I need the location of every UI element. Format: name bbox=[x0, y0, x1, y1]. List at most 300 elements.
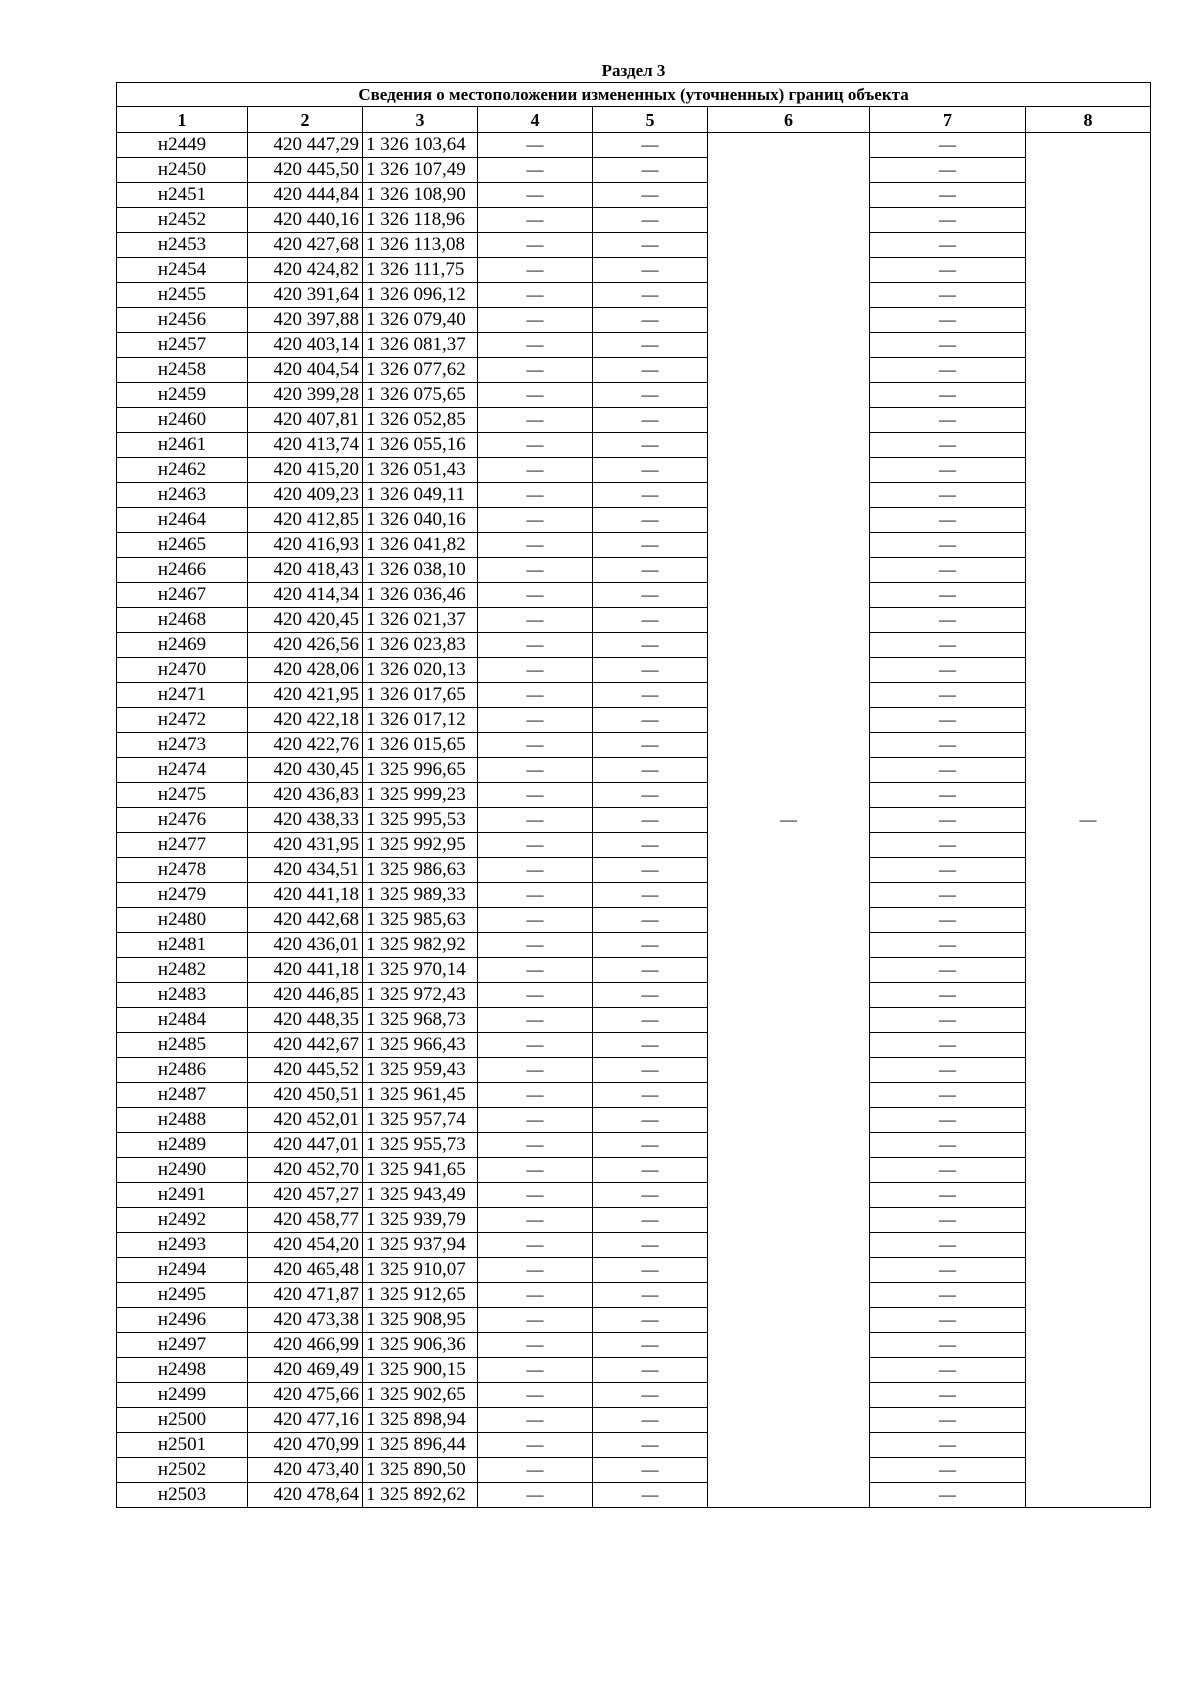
col7-dash-cell: — bbox=[870, 1158, 1026, 1183]
y-coordinate-cell: 1 326 040,16 bbox=[363, 508, 478, 533]
x-coordinate-cell: 420 420,45 bbox=[248, 608, 363, 633]
col5-dash-cell: — bbox=[593, 483, 708, 508]
col5-dash-cell: — bbox=[593, 1133, 708, 1158]
column-header: 5 bbox=[593, 107, 708, 133]
table-row bbox=[117, 808, 1151, 833]
y-coordinate-cell: 1 326 108,90 bbox=[363, 183, 478, 208]
point-name-cell: н2490 bbox=[117, 1158, 248, 1183]
column-header: 6 bbox=[708, 107, 870, 133]
table-row bbox=[117, 683, 1151, 708]
x-coordinate-cell: 420 448,35 bbox=[248, 1008, 363, 1033]
col7-dash-cell: — bbox=[870, 983, 1026, 1008]
point-name-cell: н2487 bbox=[117, 1083, 248, 1108]
x-coordinate-cell: 420 412,85 bbox=[248, 508, 363, 533]
col4-dash-cell: — bbox=[478, 1258, 593, 1283]
col4-dash-cell: — bbox=[478, 1333, 593, 1358]
point-name-cell: н2468 bbox=[117, 608, 248, 633]
col5-dash-cell: — bbox=[593, 133, 708, 158]
col4-dash-cell: — bbox=[478, 1408, 593, 1433]
table-row bbox=[117, 733, 1151, 758]
table-row bbox=[117, 708, 1151, 733]
table-row bbox=[117, 658, 1151, 683]
table-row bbox=[117, 333, 1151, 358]
col7-dash-cell: — bbox=[870, 233, 1026, 258]
col5-dash-cell: — bbox=[593, 408, 708, 433]
col5-dash-cell: — bbox=[593, 733, 708, 758]
col5-dash-cell: — bbox=[593, 1483, 708, 1508]
x-coordinate-cell: 420 403,14 bbox=[248, 333, 363, 358]
col4-dash-cell: — bbox=[478, 1383, 593, 1408]
y-coordinate-cell: 1 326 081,37 bbox=[363, 333, 478, 358]
point-name-cell: н2482 bbox=[117, 958, 248, 983]
col4-dash-cell: — bbox=[478, 533, 593, 558]
x-coordinate-cell: 420 430,45 bbox=[248, 758, 363, 783]
col5-dash-cell: — bbox=[593, 508, 708, 533]
col7-dash-cell: — bbox=[870, 1383, 1026, 1408]
x-coordinate-cell: 420 397,88 bbox=[248, 308, 363, 333]
table-row bbox=[117, 1258, 1151, 1283]
point-name-cell: н2479 bbox=[117, 883, 248, 908]
table-row bbox=[117, 633, 1151, 658]
point-name-cell: н2494 bbox=[117, 1258, 248, 1283]
col5-dash-cell: — bbox=[593, 658, 708, 683]
col7-dash-cell: — bbox=[870, 1183, 1026, 1208]
point-name-cell: н2499 bbox=[117, 1383, 248, 1408]
x-coordinate-cell: 420 452,01 bbox=[248, 1108, 363, 1133]
y-coordinate-cell: 1 326 077,62 bbox=[363, 358, 478, 383]
col4-dash-cell: — bbox=[478, 508, 593, 533]
x-coordinate-cell: 420 470,99 bbox=[248, 1433, 363, 1458]
col7-dash-cell: — bbox=[870, 333, 1026, 358]
y-coordinate-cell: 1 326 015,65 bbox=[363, 733, 478, 758]
col7-dash-cell: — bbox=[870, 183, 1026, 208]
x-coordinate-cell: 420 426,56 bbox=[248, 633, 363, 658]
col5-dash-cell: — bbox=[593, 458, 708, 483]
y-coordinate-cell: 1 325 896,44 bbox=[363, 1433, 478, 1458]
point-name-cell: н2481 bbox=[117, 933, 248, 958]
col7-dash-cell: — bbox=[870, 733, 1026, 758]
col4-dash-cell: — bbox=[478, 1133, 593, 1158]
x-coordinate-cell: 420 434,51 bbox=[248, 858, 363, 883]
x-coordinate-cell: 420 414,34 bbox=[248, 583, 363, 608]
col7-dash-cell: — bbox=[870, 308, 1026, 333]
point-name-cell: н2455 bbox=[117, 283, 248, 308]
point-name-cell: н2492 bbox=[117, 1208, 248, 1233]
x-coordinate-cell: 420 421,95 bbox=[248, 683, 363, 708]
y-coordinate-cell: 1 326 041,82 bbox=[363, 533, 478, 558]
col5-dash-cell: — bbox=[593, 783, 708, 808]
col5-dash-cell: — bbox=[593, 433, 708, 458]
table-row bbox=[117, 1008, 1151, 1033]
col6-merged-cell: — bbox=[708, 133, 870, 1508]
table-row bbox=[117, 1183, 1151, 1208]
y-coordinate-cell: 1 325 972,43 bbox=[363, 983, 478, 1008]
point-name-cell: н2477 bbox=[117, 833, 248, 858]
table-row bbox=[117, 533, 1151, 558]
col5-dash-cell: — bbox=[593, 708, 708, 733]
x-coordinate-cell: 420 436,83 bbox=[248, 783, 363, 808]
table-row bbox=[117, 1058, 1151, 1083]
x-coordinate-cell: 420 431,95 bbox=[248, 833, 363, 858]
x-coordinate-cell: 420 444,84 bbox=[248, 183, 363, 208]
y-coordinate-cell: 1 325 937,94 bbox=[363, 1233, 478, 1258]
point-name-cell: н2463 bbox=[117, 483, 248, 508]
col5-dash-cell: — bbox=[593, 583, 708, 608]
col5-dash-cell: — bbox=[593, 1008, 708, 1033]
y-coordinate-cell: 1 325 912,65 bbox=[363, 1283, 478, 1308]
col4-dash-cell: — bbox=[478, 1308, 593, 1333]
col7-dash-cell: — bbox=[870, 408, 1026, 433]
col4-dash-cell: — bbox=[478, 683, 593, 708]
col4-dash-cell: — bbox=[478, 1108, 593, 1133]
col7-dash-cell: — bbox=[870, 583, 1026, 608]
col4-dash-cell: — bbox=[478, 808, 593, 833]
col4-dash-cell: — bbox=[478, 958, 593, 983]
x-coordinate-cell: 420 450,51 bbox=[248, 1083, 363, 1108]
col4-dash-cell: — bbox=[478, 783, 593, 808]
table-row bbox=[117, 883, 1151, 908]
col7-dash-cell: — bbox=[870, 658, 1026, 683]
col4-dash-cell: — bbox=[478, 433, 593, 458]
x-coordinate-cell: 420 447,01 bbox=[248, 1133, 363, 1158]
x-coordinate-cell: 420 475,66 bbox=[248, 1383, 363, 1408]
y-coordinate-cell: 1 325 985,63 bbox=[363, 908, 478, 933]
column-header: 2 bbox=[248, 107, 363, 133]
x-coordinate-cell: 420 442,68 bbox=[248, 908, 363, 933]
col7-dash-cell: — bbox=[870, 1208, 1026, 1233]
table-row bbox=[117, 933, 1151, 958]
y-coordinate-cell: 1 326 017,65 bbox=[363, 683, 478, 708]
table-row bbox=[117, 408, 1151, 433]
y-coordinate-cell: 1 325 910,07 bbox=[363, 1258, 478, 1283]
point-name-cell: н2452 bbox=[117, 208, 248, 233]
point-name-cell: н2469 bbox=[117, 633, 248, 658]
col7-dash-cell: — bbox=[870, 883, 1026, 908]
y-coordinate-cell: 1 325 908,95 bbox=[363, 1308, 478, 1333]
col4-dash-cell: — bbox=[478, 583, 593, 608]
col5-dash-cell: — bbox=[593, 233, 708, 258]
section-title: Раздел 3 bbox=[601, 61, 666, 80]
y-coordinate-cell: 1 325 957,74 bbox=[363, 1108, 478, 1133]
col5-dash-cell: — bbox=[593, 1058, 708, 1083]
point-name-cell: н2473 bbox=[117, 733, 248, 758]
col4-dash-cell: — bbox=[478, 183, 593, 208]
col5-dash-cell: — bbox=[593, 1333, 708, 1358]
x-coordinate-cell: 420 473,38 bbox=[248, 1308, 363, 1333]
y-coordinate-cell: 1 326 111,75 bbox=[363, 258, 478, 283]
y-coordinate-cell: 1 325 966,43 bbox=[363, 1033, 478, 1058]
point-name-cell: н2501 bbox=[117, 1433, 248, 1458]
col4-dash-cell: — bbox=[478, 1283, 593, 1308]
table-row bbox=[117, 383, 1151, 408]
point-name-cell: н2462 bbox=[117, 458, 248, 483]
table-row bbox=[117, 1333, 1151, 1358]
point-name-cell: н2476 bbox=[117, 808, 248, 833]
y-coordinate-cell: 1 325 902,65 bbox=[363, 1383, 478, 1408]
col7-dash-cell: — bbox=[870, 783, 1026, 808]
point-name-cell: н2464 bbox=[117, 508, 248, 533]
col5-dash-cell: — bbox=[593, 983, 708, 1008]
x-coordinate-cell: 420 438,33 bbox=[248, 808, 363, 833]
col7-dash-cell: — bbox=[870, 258, 1026, 283]
point-name-cell: н2502 bbox=[117, 1458, 248, 1483]
y-coordinate-cell: 1 325 999,23 bbox=[363, 783, 478, 808]
col7-dash-cell: — bbox=[870, 933, 1026, 958]
table-row bbox=[117, 183, 1151, 208]
column-header: 1 bbox=[117, 107, 248, 133]
col7-dash-cell: — bbox=[870, 908, 1026, 933]
col5-dash-cell: — bbox=[593, 1258, 708, 1283]
point-name-cell: н2458 bbox=[117, 358, 248, 383]
x-coordinate-cell: 420 427,68 bbox=[248, 233, 363, 258]
y-coordinate-cell: 1 326 051,43 bbox=[363, 458, 478, 483]
col4-dash-cell: — bbox=[478, 708, 593, 733]
x-coordinate-cell: 420 441,18 bbox=[248, 883, 363, 908]
y-coordinate-cell: 1 326 055,16 bbox=[363, 433, 478, 458]
table-row bbox=[117, 283, 1151, 308]
y-coordinate-cell: 1 326 079,40 bbox=[363, 308, 478, 333]
col7-dash-cell: — bbox=[870, 1283, 1026, 1308]
col5-dash-cell: — bbox=[593, 1358, 708, 1383]
x-coordinate-cell: 420 413,74 bbox=[248, 433, 363, 458]
x-coordinate-cell: 420 446,85 bbox=[248, 983, 363, 1008]
point-name-cell: н2491 bbox=[117, 1183, 248, 1208]
col7-dash-cell: — bbox=[870, 1108, 1026, 1133]
y-coordinate-cell: 1 325 982,92 bbox=[363, 933, 478, 958]
col5-dash-cell: — bbox=[593, 383, 708, 408]
y-coordinate-cell: 1 325 943,49 bbox=[363, 1183, 478, 1208]
x-coordinate-cell: 420 436,01 bbox=[248, 933, 363, 958]
col5-dash-cell: — bbox=[593, 1158, 708, 1183]
col7-dash-cell: — bbox=[870, 1008, 1026, 1033]
table-row bbox=[117, 1458, 1151, 1483]
col8-merged-cell: — bbox=[1026, 133, 1151, 1508]
x-coordinate-cell: 420 415,20 bbox=[248, 458, 363, 483]
table-row bbox=[117, 433, 1151, 458]
col7-dash-cell: — bbox=[870, 1408, 1026, 1433]
col4-dash-cell: — bbox=[478, 208, 593, 233]
x-coordinate-cell: 420 445,50 bbox=[248, 158, 363, 183]
col5-dash-cell: — bbox=[593, 358, 708, 383]
col4-dash-cell: — bbox=[478, 458, 593, 483]
col5-dash-cell: — bbox=[593, 1033, 708, 1058]
point-name-cell: н2466 bbox=[117, 558, 248, 583]
point-name-cell: н2471 bbox=[117, 683, 248, 708]
y-coordinate-cell: 1 325 959,43 bbox=[363, 1058, 478, 1083]
y-coordinate-cell: 1 325 939,79 bbox=[363, 1208, 478, 1233]
table-row bbox=[117, 208, 1151, 233]
point-name-cell: н2483 bbox=[117, 983, 248, 1008]
col7-dash-cell: — bbox=[870, 708, 1026, 733]
y-coordinate-cell: 1 325 898,94 bbox=[363, 1408, 478, 1433]
col4-dash-cell: — bbox=[478, 1083, 593, 1108]
point-name-cell: н2497 bbox=[117, 1333, 248, 1358]
col4-dash-cell: — bbox=[478, 933, 593, 958]
x-coordinate-cell: 420 469,49 bbox=[248, 1358, 363, 1383]
y-coordinate-cell: 1 325 968,73 bbox=[363, 1008, 478, 1033]
column-header: 7 bbox=[870, 107, 1026, 133]
table-row bbox=[117, 1308, 1151, 1333]
x-coordinate-cell: 420 471,87 bbox=[248, 1283, 363, 1308]
point-name-cell: н2503 bbox=[117, 1483, 248, 1508]
point-name-cell: н2453 bbox=[117, 233, 248, 258]
y-coordinate-cell: 1 326 118,96 bbox=[363, 208, 478, 233]
col4-dash-cell: — bbox=[478, 483, 593, 508]
col4-dash-cell: — bbox=[478, 258, 593, 283]
table-row bbox=[117, 833, 1151, 858]
table-row bbox=[117, 583, 1151, 608]
col5-dash-cell: — bbox=[593, 1308, 708, 1333]
table-row bbox=[117, 858, 1151, 883]
point-name-cell: н2465 bbox=[117, 533, 248, 558]
y-coordinate-cell: 1 326 049,11 bbox=[363, 483, 478, 508]
col7-dash-cell: — bbox=[870, 433, 1026, 458]
col5-dash-cell: — bbox=[593, 1283, 708, 1308]
table-row bbox=[117, 783, 1151, 808]
col5-dash-cell: — bbox=[593, 1183, 708, 1208]
boundary-coordinates-table bbox=[116, 82, 1151, 1508]
table-row bbox=[117, 1233, 1151, 1258]
x-coordinate-cell: 420 441,18 bbox=[248, 958, 363, 983]
col5-dash-cell: — bbox=[593, 833, 708, 858]
point-name-cell: н2472 bbox=[117, 708, 248, 733]
col5-dash-cell: — bbox=[593, 283, 708, 308]
col5-dash-cell: — bbox=[593, 908, 708, 933]
table-row bbox=[117, 483, 1151, 508]
col4-dash-cell: — bbox=[478, 1033, 593, 1058]
table-row bbox=[117, 1283, 1151, 1308]
col5-dash-cell: — bbox=[593, 183, 708, 208]
x-coordinate-cell: 420 452,70 bbox=[248, 1158, 363, 1183]
y-coordinate-cell: 1 325 906,36 bbox=[363, 1333, 478, 1358]
table-row bbox=[117, 233, 1151, 258]
col7-dash-cell: — bbox=[870, 808, 1026, 833]
point-name-cell: н2470 bbox=[117, 658, 248, 683]
point-name-cell: н2467 bbox=[117, 583, 248, 608]
col7-dash-cell: — bbox=[870, 208, 1026, 233]
y-coordinate-cell: 1 325 970,14 bbox=[363, 958, 478, 983]
col4-dash-cell: — bbox=[478, 558, 593, 583]
col4-dash-cell: — bbox=[478, 358, 593, 383]
x-coordinate-cell: 420 428,06 bbox=[248, 658, 363, 683]
col7-dash-cell: — bbox=[870, 1133, 1026, 1158]
col4-dash-cell: — bbox=[478, 383, 593, 408]
table-row bbox=[117, 1133, 1151, 1158]
col5-dash-cell: — bbox=[593, 1208, 708, 1233]
col4-dash-cell: — bbox=[478, 1458, 593, 1483]
x-coordinate-cell: 420 409,23 bbox=[248, 483, 363, 508]
point-name-cell: н2489 bbox=[117, 1133, 248, 1158]
col7-dash-cell: — bbox=[870, 608, 1026, 633]
col4-dash-cell: — bbox=[478, 1233, 593, 1258]
y-coordinate-cell: 1 325 989,33 bbox=[363, 883, 478, 908]
col7-dash-cell: — bbox=[870, 358, 1026, 383]
point-name-cell: н2478 bbox=[117, 858, 248, 883]
y-coordinate-cell: 1 325 900,15 bbox=[363, 1358, 478, 1383]
x-coordinate-cell: 420 391,64 bbox=[248, 283, 363, 308]
table-row bbox=[117, 1408, 1151, 1433]
y-coordinate-cell: 1 325 941,65 bbox=[363, 1158, 478, 1183]
col5-dash-cell: — bbox=[593, 858, 708, 883]
point-name-cell: н2500 bbox=[117, 1408, 248, 1433]
table-row bbox=[117, 1108, 1151, 1133]
point-name-cell: н2460 bbox=[117, 408, 248, 433]
col5-dash-cell: — bbox=[593, 558, 708, 583]
point-name-cell: н2498 bbox=[117, 1358, 248, 1383]
col4-dash-cell: — bbox=[478, 158, 593, 183]
x-coordinate-cell: 420 407,81 bbox=[248, 408, 363, 433]
y-coordinate-cell: 1 325 992,95 bbox=[363, 833, 478, 858]
y-coordinate-cell: 1 326 038,10 bbox=[363, 558, 478, 583]
point-name-cell: н2459 bbox=[117, 383, 248, 408]
col7-dash-cell: — bbox=[870, 858, 1026, 883]
col4-dash-cell: — bbox=[478, 908, 593, 933]
y-coordinate-cell: 1 326 103,64 bbox=[363, 133, 478, 158]
y-coordinate-cell: 1 325 892,62 bbox=[363, 1483, 478, 1508]
table-row bbox=[117, 133, 1151, 158]
col7-dash-cell: — bbox=[870, 1333, 1026, 1358]
col7-dash-cell: — bbox=[870, 683, 1026, 708]
col7-dash-cell: — bbox=[870, 283, 1026, 308]
col5-dash-cell: — bbox=[593, 608, 708, 633]
col4-dash-cell: — bbox=[478, 1008, 593, 1033]
table-row bbox=[117, 958, 1151, 983]
col5-dash-cell: — bbox=[593, 1383, 708, 1408]
point-name-cell: н2451 bbox=[117, 183, 248, 208]
col7-dash-cell: — bbox=[870, 1258, 1026, 1283]
x-coordinate-cell: 420 445,52 bbox=[248, 1058, 363, 1083]
col5-dash-cell: — bbox=[593, 758, 708, 783]
y-coordinate-cell: 1 325 986,63 bbox=[363, 858, 478, 883]
col4-dash-cell: — bbox=[478, 308, 593, 333]
col7-dash-cell: — bbox=[870, 833, 1026, 858]
x-coordinate-cell: 420 478,64 bbox=[248, 1483, 363, 1508]
col7-dash-cell: — bbox=[870, 633, 1026, 658]
x-coordinate-cell: 420 399,28 bbox=[248, 383, 363, 408]
y-coordinate-cell: 1 326 107,49 bbox=[363, 158, 478, 183]
col4-dash-cell: — bbox=[478, 633, 593, 658]
col4-dash-cell: — bbox=[478, 608, 593, 633]
col5-dash-cell: — bbox=[593, 258, 708, 283]
col4-dash-cell: — bbox=[478, 1058, 593, 1083]
point-name-cell: н2475 bbox=[117, 783, 248, 808]
col5-dash-cell: — bbox=[593, 883, 708, 908]
col7-dash-cell: — bbox=[870, 1233, 1026, 1258]
point-name-cell: н2449 bbox=[117, 133, 248, 158]
point-name-cell: н2488 bbox=[117, 1108, 248, 1133]
table-row bbox=[117, 1033, 1151, 1058]
col4-dash-cell: — bbox=[478, 1358, 593, 1383]
col5-dash-cell: — bbox=[593, 958, 708, 983]
col7-dash-cell: — bbox=[870, 958, 1026, 983]
table-row bbox=[117, 558, 1151, 583]
y-coordinate-cell: 1 325 995,53 bbox=[363, 808, 478, 833]
y-coordinate-cell: 1 326 096,12 bbox=[363, 283, 478, 308]
col7-dash-cell: — bbox=[870, 1433, 1026, 1458]
column-header: 8 bbox=[1026, 107, 1151, 133]
col7-dash-cell: — bbox=[870, 758, 1026, 783]
col7-dash-cell: — bbox=[870, 1458, 1026, 1483]
table-row bbox=[117, 1158, 1151, 1183]
col4-dash-cell: — bbox=[478, 133, 593, 158]
x-coordinate-cell: 420 477,16 bbox=[248, 1408, 363, 1433]
column-header: 4 bbox=[478, 107, 593, 133]
col5-dash-cell: — bbox=[593, 1458, 708, 1483]
col4-dash-cell: — bbox=[478, 1433, 593, 1458]
col5-dash-cell: — bbox=[593, 933, 708, 958]
col5-dash-cell: — bbox=[593, 208, 708, 233]
table-row bbox=[117, 1083, 1151, 1108]
